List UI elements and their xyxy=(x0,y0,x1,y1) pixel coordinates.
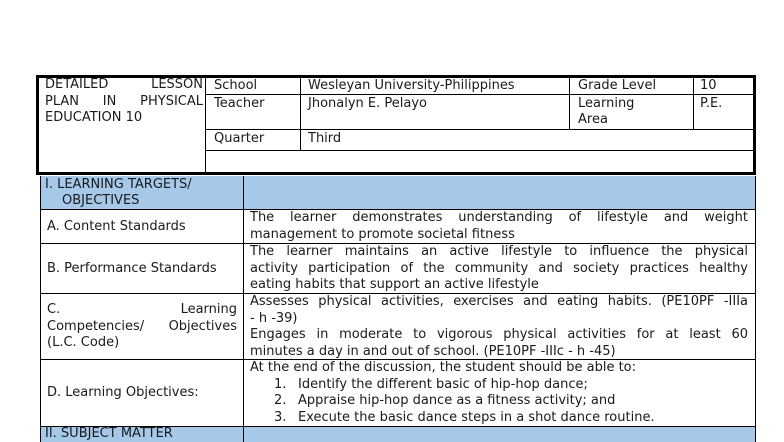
section-title-objectives: OBJECTIVES xyxy=(62,193,140,208)
objective-text: Identify the different basic of hip-hop dance; xyxy=(298,376,588,392)
table-border xyxy=(40,176,41,442)
label-part: C. xyxy=(47,302,61,317)
objective-item xyxy=(250,377,748,394)
objective-item xyxy=(250,410,748,427)
title-line: PLAN IN PHYSICAL xyxy=(45,93,203,109)
table-border xyxy=(755,176,756,442)
text-line: Engages in moderate to vigorous physical activities for at least 60 xyxy=(250,327,748,342)
header-divider xyxy=(205,150,753,151)
header-divider xyxy=(205,129,753,130)
learning-objectives-label: D. Learning Objectives: xyxy=(47,385,199,400)
text-line: management to promote societal fitness xyxy=(250,226,515,242)
learning-competencies-text xyxy=(250,294,748,360)
performance-standards-text xyxy=(250,244,748,294)
header-divider xyxy=(569,78,570,130)
grade-level-value: 10 xyxy=(700,78,717,93)
quarter-label: Quarter xyxy=(214,131,265,146)
objective-text: Appraise hip-hop dance as a fitness activity; and xyxy=(298,393,616,408)
objectives-intro: At the end of the discussion, the student should be able to: xyxy=(250,360,637,375)
performance-standards-label: B. Performance Standards xyxy=(47,261,217,276)
objective-text: Execute the basic dance steps in a shot dance routine. xyxy=(298,409,655,425)
title-line: DETAILED LESSON xyxy=(45,77,203,92)
learning-objectives-text xyxy=(250,360,748,426)
grade-level-label: Grade Level xyxy=(578,78,657,93)
header-divider xyxy=(300,78,301,151)
learning-area-label-line2: Area xyxy=(578,112,608,127)
lesson-plan-title xyxy=(45,77,203,127)
objective-number: 1. xyxy=(274,376,287,392)
teacher-value: Jhonalyn E. Pelayo xyxy=(308,96,427,111)
header-divider xyxy=(693,78,694,130)
text-line: The learner maintains an active lifestyle to influence the physical xyxy=(250,244,748,259)
header-divider xyxy=(205,94,753,95)
label-part: (L.C. Code) xyxy=(47,335,120,350)
text-line: Assesses physical activities, exercises and eating habits. (PE10PF -IIIa xyxy=(250,294,748,309)
teacher-label: Teacher xyxy=(214,96,265,111)
table-border xyxy=(243,176,244,442)
text-line: eating habits that support an active lifestyle xyxy=(250,277,539,292)
section-title-subject-matter: II. SUBJECT MATTER xyxy=(45,426,173,441)
text-line: The learner demonstrates understanding of lifestyle and weight xyxy=(250,210,748,225)
content-standards-text xyxy=(250,210,748,243)
learning-competencies-label xyxy=(47,302,237,352)
text-line: - h -39) xyxy=(250,310,298,326)
objective-number: 2. xyxy=(274,393,287,408)
learning-area-value: P.E. xyxy=(700,96,723,111)
text-line: activity participation of the community and society practices healthy xyxy=(250,260,748,276)
label-part: Competencies/ Objectives xyxy=(47,318,237,334)
label-part: Learning xyxy=(180,302,237,317)
learning-area-label-line1: Learning xyxy=(578,96,635,111)
quarter-value: Third xyxy=(308,131,342,146)
title-line: EDUCATION 10 xyxy=(45,110,143,125)
text-line: minutes a day in and out of school. (PE10PF -IIIc - h -45) xyxy=(250,343,616,359)
header-divider xyxy=(205,78,206,172)
objective-item xyxy=(250,393,748,410)
content-standards-label: A. Content Standards xyxy=(47,219,186,234)
objective-number: 3. xyxy=(274,409,287,425)
school-label: School xyxy=(214,78,258,93)
section-title-learning-targets: I. LEARNING TARGETS/ xyxy=(45,177,192,192)
school-value: Wesleyan University-Philippines xyxy=(308,78,515,93)
